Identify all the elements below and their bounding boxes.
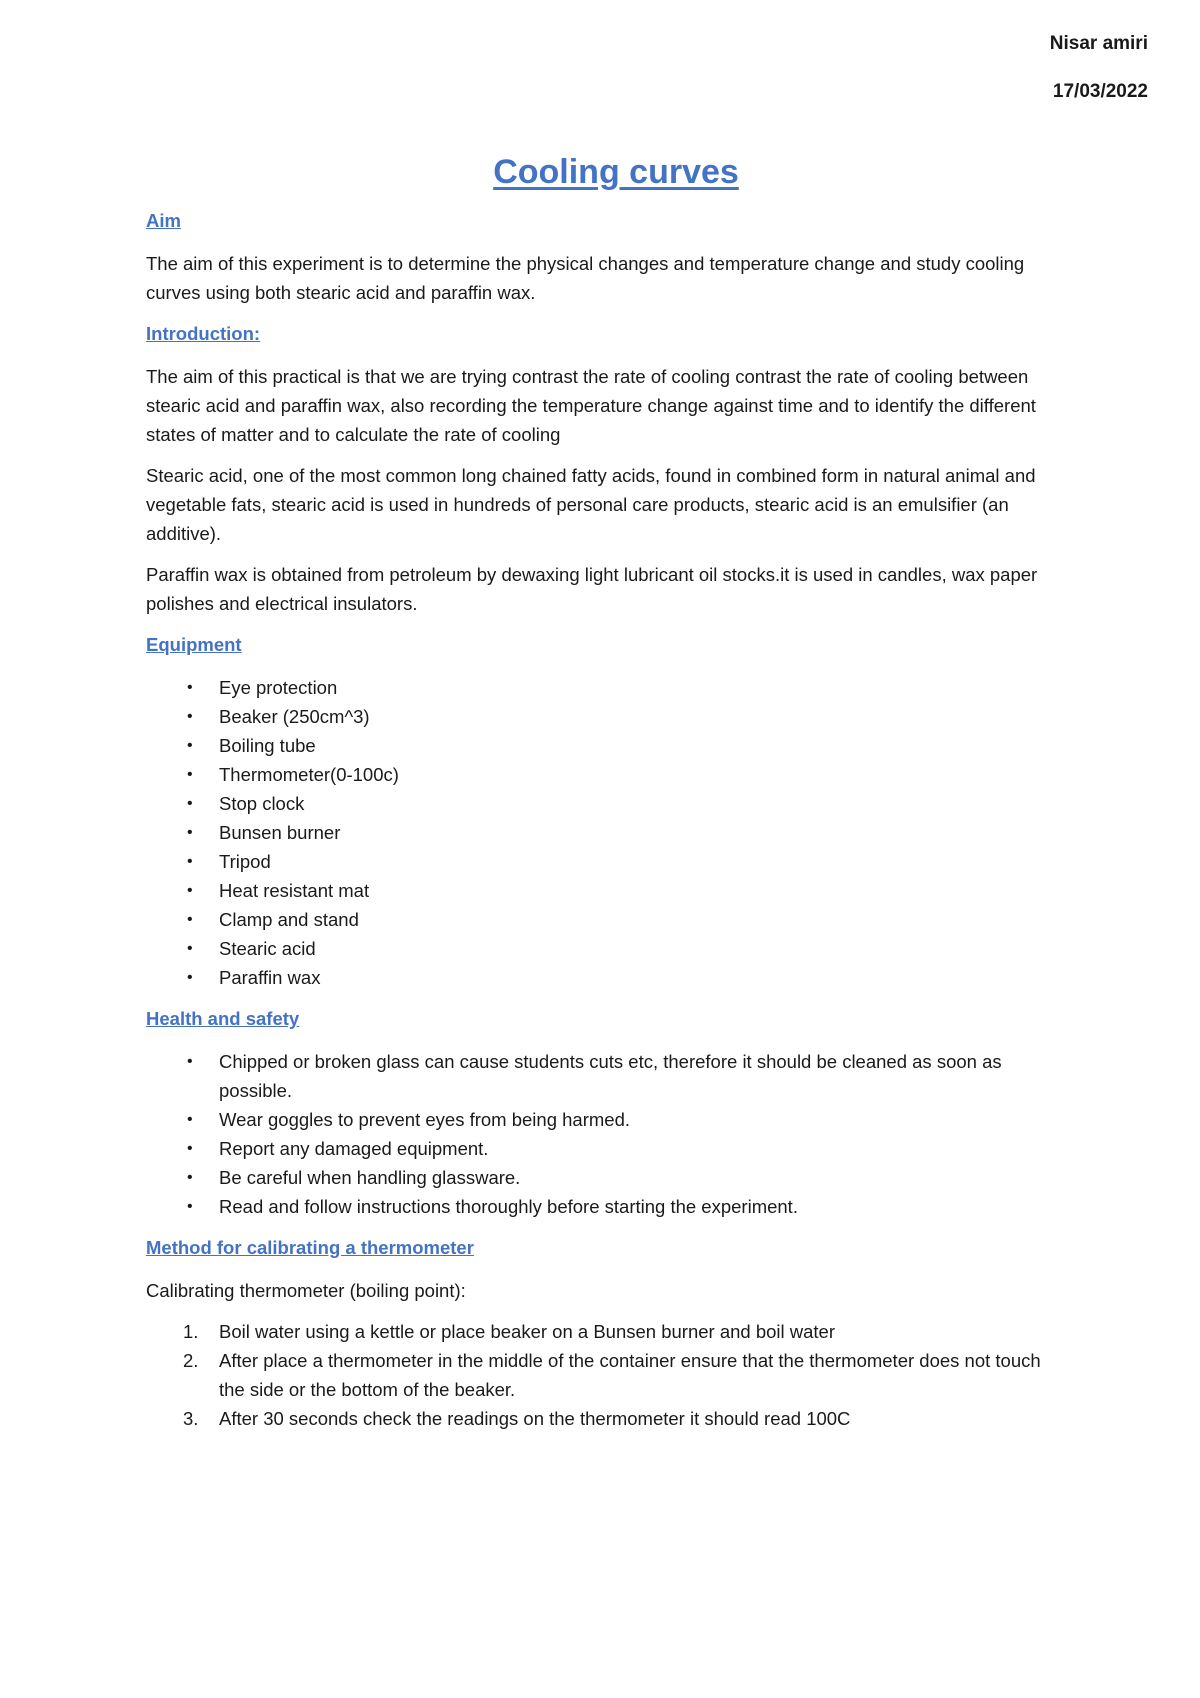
bullet-icon: • — [187, 679, 193, 696]
bullet-icon: • — [187, 766, 193, 783]
safety-item — [187, 1047, 1066, 1105]
bullet-icon: • — [187, 1198, 193, 1215]
bullet-icon: • — [187, 737, 193, 754]
bullet-icon: • — [187, 1053, 193, 1070]
equipment-list — [146, 673, 1066, 992]
safety-item — [187, 1105, 1066, 1134]
document-date: 17/03/2022 — [1052, 81, 1148, 102]
method-step — [183, 1404, 1066, 1433]
equipment-item — [187, 876, 1066, 905]
equipment-item — [187, 789, 1066, 818]
health-safety-heading: Health and safety — [146, 1008, 300, 1029]
equipment-item — [187, 673, 1066, 702]
safety-item — [187, 1192, 1066, 1221]
equipment-item — [187, 760, 1066, 789]
method-step — [183, 1317, 1066, 1346]
header-meta — [1050, 30, 1148, 106]
method-steps-list — [146, 1317, 1066, 1433]
safety-item-label: Read and follow instructions thoroughly before starting the experiment. — [219, 1196, 798, 1217]
safety-item-label: Report any damaged equipment. — [219, 1138, 489, 1159]
document-title: Cooling curves — [493, 153, 739, 191]
bullet-icon: • — [187, 824, 193, 841]
equipment-item-label: Tripod — [219, 851, 271, 872]
equipment-item — [187, 731, 1066, 760]
equipment-item — [187, 934, 1066, 963]
method-step-text: Boil water using a kettle or place beaker on a Bunsen burner and boil water — [219, 1321, 836, 1342]
equipment-item — [187, 818, 1066, 847]
author-name: Nisar amiri — [1049, 33, 1148, 54]
safety-item-label: Chipped or broken glass can cause students cuts etc, therefore it should be cleaned as soon as possible. — [219, 1051, 1002, 1101]
step-number: 2. — [183, 1350, 199, 1371]
safety-item-label: Be careful when handling glassware. — [219, 1167, 521, 1188]
safety-item — [187, 1134, 1066, 1163]
bullet-icon: • — [187, 1169, 193, 1186]
aim-heading: Aim — [146, 210, 181, 231]
bullet-icon: • — [187, 708, 193, 725]
equipment-heading: Equipment — [146, 634, 242, 655]
equipment-item — [187, 963, 1066, 992]
equipment-item — [187, 702, 1066, 731]
safety-item-label: Wear goggles to prevent eyes from being harmed. — [219, 1109, 630, 1130]
document-body — [146, 150, 1066, 1445]
equipment-item-label: Thermometer(0-100c) — [219, 764, 399, 785]
equipment-item-label: Paraffin wax — [219, 967, 321, 988]
equipment-item-label: Clamp and stand — [219, 909, 359, 930]
equipment-item-label: Boiling tube — [219, 735, 316, 756]
method-step-text: After 30 seconds check the readings on the thermometer it should read 100C — [219, 1408, 851, 1429]
equipment-item-label: Heat resistant mat — [219, 880, 370, 901]
introduction-paragraph: The aim of this practical is that we are trying contrast the rate of cooling contrast the rate of cooling between stearic acid and paraffin wax, also recording the temperature change against time and to identify the different states of matter and to calculate the rate of cooling — [146, 366, 1036, 445]
equipment-item — [187, 847, 1066, 876]
bullet-icon: • — [187, 853, 193, 870]
equipment-item-label: Bunsen burner — [219, 822, 341, 843]
bullet-icon: • — [187, 1140, 193, 1157]
step-number: 3. — [183, 1408, 199, 1429]
equipment-item-label: Eye protection — [219, 677, 338, 698]
equipment-item-label: Stop clock — [219, 793, 305, 814]
health-safety-list — [146, 1047, 1066, 1221]
step-number: 1. — [183, 1321, 199, 1342]
safety-item — [187, 1163, 1066, 1192]
method-step-text: After place a thermometer in the middle of the container ensure that the thermometer does not touch the side or the bottom of the beaker. — [219, 1350, 1041, 1400]
method-subheading: Calibrating thermometer (boiling point): — [146, 1280, 466, 1301]
aim-text: The aim of this experiment is to determine the physical changes and temperature change and study cooling curves using both stearic acid and paraffin wax. — [146, 253, 1025, 303]
bullet-icon: • — [187, 911, 193, 928]
equipment-item-label: Beaker (250cm^3) — [219, 706, 370, 727]
bullet-icon: • — [187, 882, 193, 899]
bullet-icon: • — [187, 969, 193, 986]
introduction-paragraph: Stearic acid, one of the most common long chained fatty acids, found in combined form in natural animal and vegetable fats, stearic acid is used in hundreds of personal care products, stearic acid is an emulsifier (an additive). — [146, 465, 1036, 544]
bullet-icon: • — [187, 1111, 193, 1128]
bullet-icon: • — [187, 940, 193, 957]
method-step — [183, 1346, 1066, 1404]
method-heading: Method for calibrating a thermometer — [146, 1237, 474, 1258]
equipment-item-label: Stearic acid — [219, 938, 316, 959]
bullet-icon: • — [187, 795, 193, 812]
equipment-item — [187, 905, 1066, 934]
introduction-paragraph: Paraffin wax is obtained from petroleum by dewaxing light lubricant oil stocks.it is used in candles, wax paper polishes and electrical insulators. — [146, 564, 1038, 614]
introduction-heading: Introduction: — [146, 323, 261, 344]
